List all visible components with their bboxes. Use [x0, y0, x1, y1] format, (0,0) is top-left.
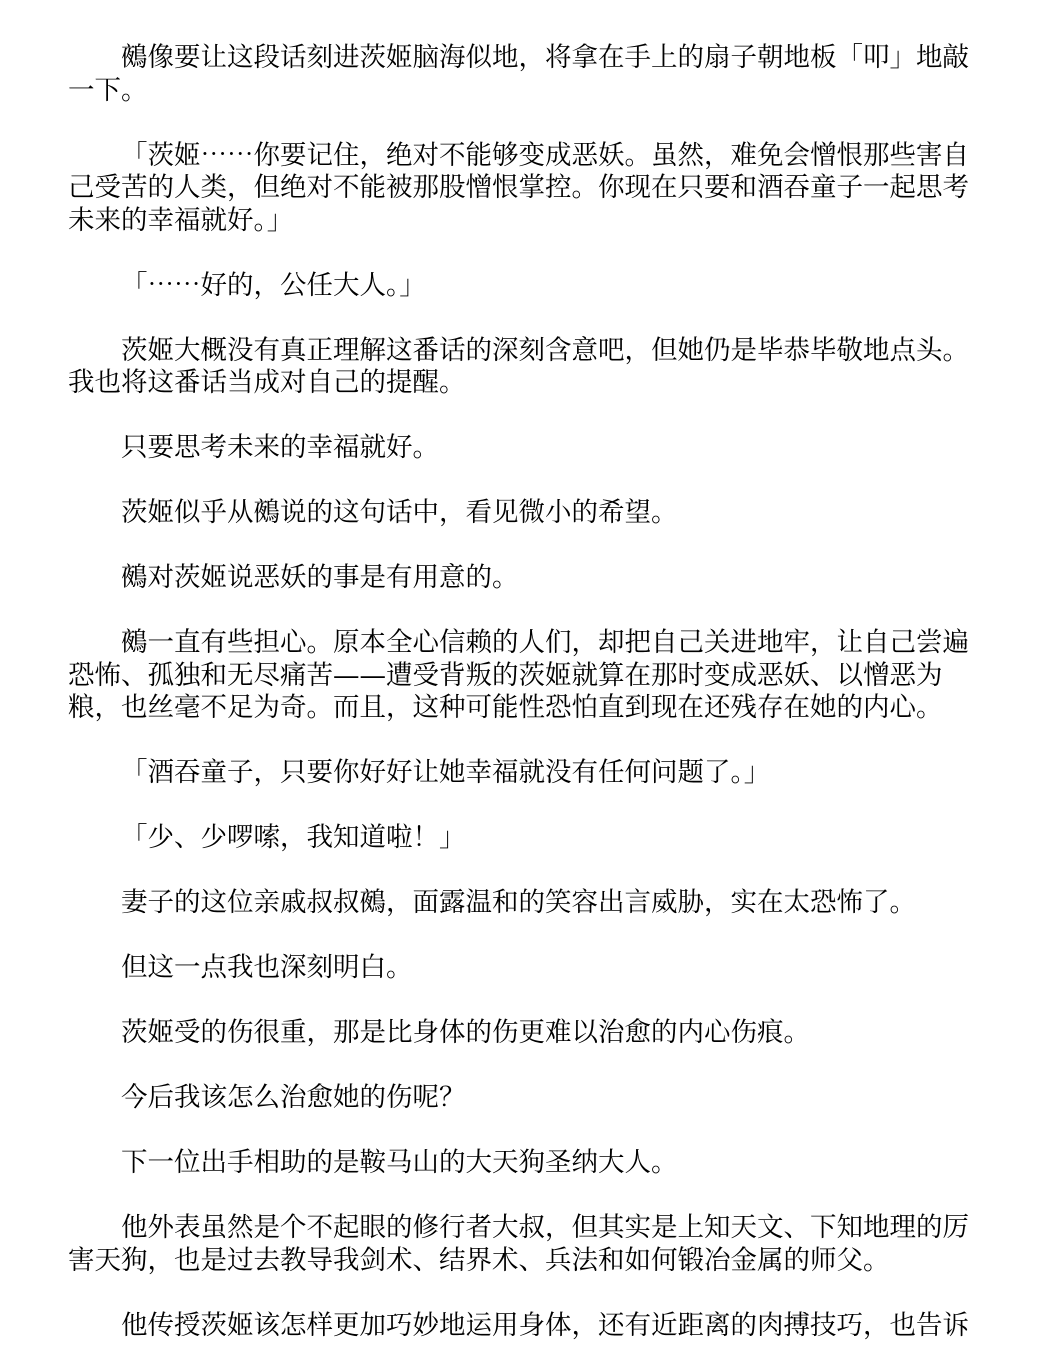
paragraph-6: 茨姬似乎从鵺说的这句话中，看见微小的希望。 — [121, 497, 678, 528]
paragraph-2: 「茨姬⋯⋯你要记住，绝对不能够变成恶妖。虽然，难免会憎恨那些害自己受苦的人类，但绝对不能被那股憎恨掌控。你现在只要和酒吞童子一起思考未来的幸福就好。」 — [68, 139, 969, 236]
document-page — [68, 42, 978, 1342]
paragraph-4: 茨姬大概没有真正理解这番话的深刻含意吧，但她仍是毕恭毕敬地点头。我也将这番话当成对自己的提醒。 — [68, 334, 969, 398]
paragraph-16: 他外表虽然是个不起眼的修行者大叔，但其实是上知天文、下知地理的厉害天狗，也是过去教导我剑术、结界术、兵法和如何锻冶金属的师父。 — [68, 1212, 969, 1276]
paragraph-11: 妻子的这位亲戚叔叔鵺，面露温和的笑容出言威胁，实在太恐怖了。 — [121, 887, 916, 918]
paragraph-5: 只要思考未来的幸福就好。 — [121, 432, 439, 463]
paragraph-1: 鵺像要让这段话刻进茨姬脑海似地，将拿在手上的扇子朝地板「叩」地敲一下。 — [68, 42, 969, 106]
paragraph-15: 下一位出手相助的是鞍马山的大天狗圣纳大人。 — [121, 1147, 678, 1178]
paragraph-17: 他传授茨姬该怎样更加巧妙地运用身体，还有近距离的肉搏技巧，也告诉 — [121, 1309, 969, 1341]
paragraph-7: 鵺对茨姬说恶妖的事是有用意的。 — [121, 562, 519, 593]
paragraph-10: 「少、少啰嗦，我知道啦！」 — [121, 822, 466, 853]
paragraph-12: 但这一点我也深刻明白。 — [121, 952, 413, 983]
paragraph-14: 今后我该怎么治愈她的伤呢？ — [121, 1082, 466, 1113]
paragraph-9: 「酒吞童子，只要你好好让她幸福就没有任何问题了。」 — [121, 757, 771, 788]
paragraph-3: 「⋯⋯好的，公任大人。」 — [121, 269, 426, 301]
paragraph-8: 鵺一直有些担心。原本全心信赖的人们，却把自己关进地牢，让自己尝遍恐怖、孤独和无尽痛苦——遭受背叛的茨姬就算在那时变成恶妖、以憎恶为粮，也丝毫不足为奇。而且，这种可能性恐怕直到现在还残存在她的内心。 — [68, 627, 969, 723]
paragraph-13: 茨姬受的伤很重，那是比身体的伤更难以治愈的内心伤痕。 — [121, 1017, 810, 1048]
